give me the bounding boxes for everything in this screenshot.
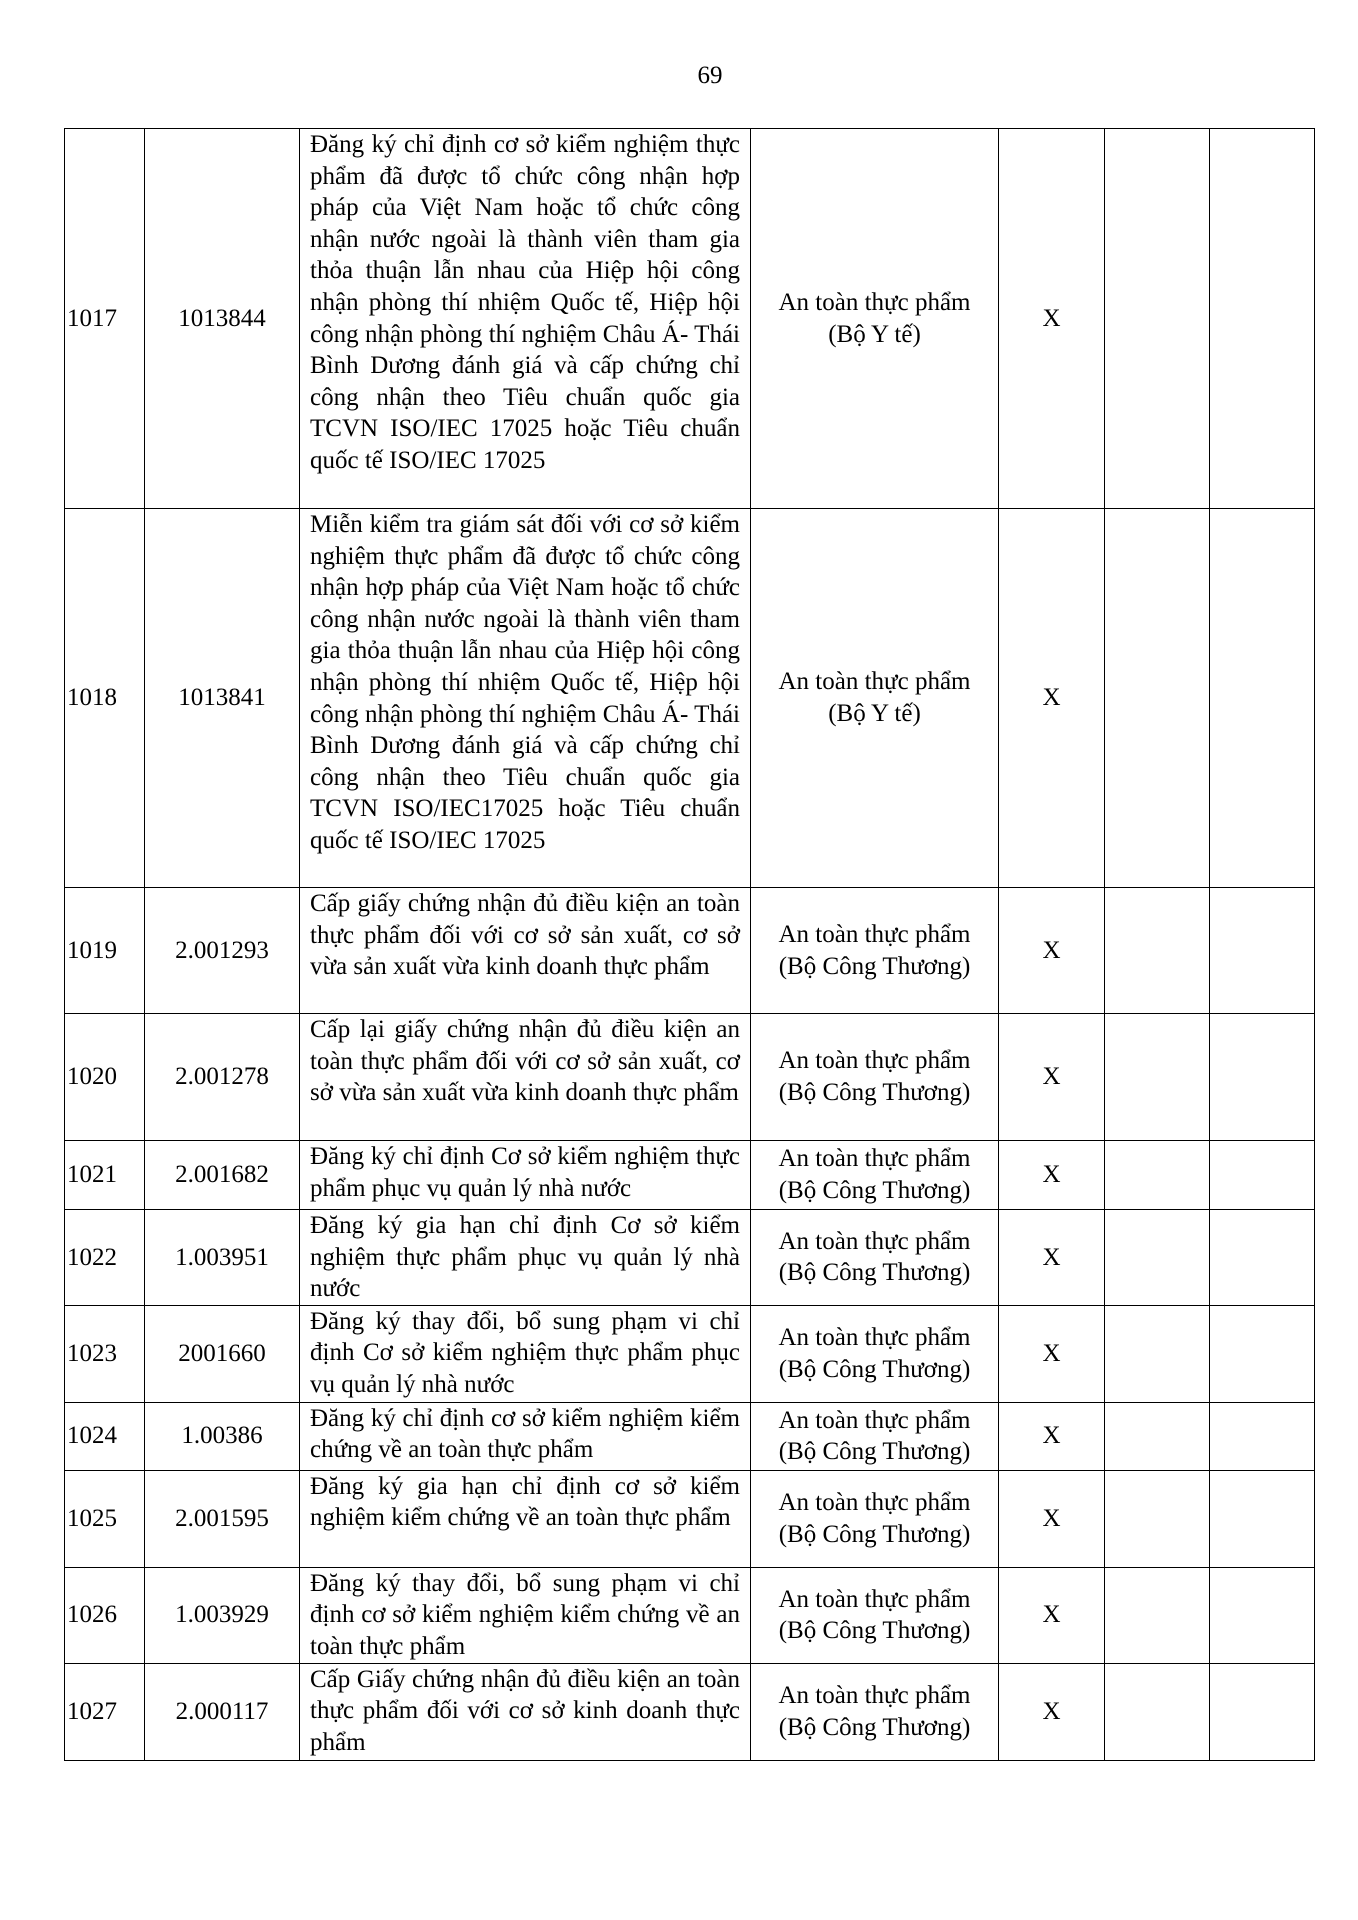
procedure-field <box>751 888 999 1014</box>
field-ministry: (Bộ Công Thương) <box>778 1520 971 1548</box>
empty-cell <box>1105 1305 1210 1402</box>
procedure-code: 2.001595 <box>145 1470 300 1567</box>
procedure-code: 1013841 <box>145 509 300 888</box>
procedure-code: 1013844 <box>145 129 300 509</box>
check-mark: X <box>999 509 1105 888</box>
procedure-code: 2001660 <box>145 1305 300 1402</box>
row-number: 1018 <box>65 509 145 888</box>
procedure-field <box>751 1014 999 1141</box>
procedure-code: 1.003951 <box>145 1210 300 1306</box>
empty-cell <box>1105 1470 1210 1567</box>
row-number: 1019 <box>65 888 145 1014</box>
row-number: 1022 <box>65 1210 145 1306</box>
row-number: 1027 <box>65 1663 145 1760</box>
field-name: An toàn thực phẩm <box>778 1489 971 1517</box>
table-row <box>65 1402 1315 1470</box>
procedure-field <box>751 1470 999 1567</box>
table-row <box>65 1014 1315 1141</box>
table-row <box>65 888 1315 1014</box>
empty-cell <box>1105 1402 1210 1470</box>
check-mark: X <box>999 1014 1105 1141</box>
field-name: An toàn thực phẩm <box>778 1585 971 1613</box>
procedure-code: 2.000117 <box>145 1663 300 1760</box>
row-number: 1026 <box>65 1567 145 1663</box>
procedure-field <box>751 1305 999 1402</box>
table-row <box>65 1567 1315 1663</box>
field-name: An toàn thực phẩm <box>778 668 971 696</box>
procedure-table <box>64 128 1315 1761</box>
procedure-name: Đăng ký thay đổi, bổ sung phạm vi chỉ định cơ sở kiểm nghiệm kiểm chứng về an toàn thực phẩm <box>300 1567 751 1663</box>
empty-cell <box>1105 1141 1210 1210</box>
empty-cell <box>1210 1402 1315 1470</box>
check-mark: X <box>999 888 1105 1014</box>
empty-cell <box>1210 1305 1315 1402</box>
procedure-name: Miễn kiểm tra giám sát đối với cơ sở kiểm nghiệm thực phẩm đã được tổ chức công nhận hợp pháp của Việt Nam hoặc tổ chức công nhận nước ngoài là thành viên tham gia thỏa thuận lẫn nhau của Hiệp hội công nhận phòng thí nhiệm Quốc tế, Hiệp hội công nhận phòng thí nghiệm Châu Á- Thái Bình Dương đánh giá và cấp chứng chỉ công nhận theo Tiêu chuẩn quốc gia TCVN ISO/IEC17025 hoặc Tiêu chuẩn quốc tế ISO/IEC 17025 <box>300 509 751 888</box>
field-name: An toàn thực phẩm <box>778 288 971 316</box>
empty-cell <box>1210 1210 1315 1306</box>
empty-cell <box>1210 129 1315 509</box>
field-name: An toàn thực phẩm <box>778 1047 971 1075</box>
procedure-field <box>751 509 999 888</box>
field-name: An toàn thực phẩm <box>778 1406 971 1434</box>
field-ministry: (Bộ Công Thương) <box>778 1177 971 1204</box>
check-mark: X <box>999 1402 1105 1470</box>
field-name: An toàn thực phẩm <box>778 1227 971 1255</box>
row-number: 1021 <box>65 1141 145 1210</box>
check-mark: X <box>999 1470 1105 1567</box>
procedure-code: 2.001293 <box>145 888 300 1014</box>
table-row <box>65 1141 1315 1210</box>
check-mark: X <box>999 1663 1105 1760</box>
field-ministry: (Bộ Công Thương) <box>778 1355 971 1383</box>
check-mark: X <box>999 1210 1105 1306</box>
procedure-name: Đăng ký gia hạn chỉ định cơ sở kiểm nghiệm kiểm chứng về an toàn thực phẩm <box>300 1470 751 1567</box>
procedure-code: 2.001278 <box>145 1014 300 1141</box>
procedure-name: Cấp lại giấy chứng nhận đủ điều kiện an toàn thực phẩm đối với cơ sở sản xuất, cơ sở vừa sản xuất vừa kinh doanh thực phẩm <box>300 1014 751 1141</box>
empty-cell <box>1210 1141 1315 1210</box>
procedure-name: Cấp giấy chứng nhận đủ điều kiện an toàn thực phẩm đối với cơ sở sản xuất, cơ sở vừa sản xuất vừa kinh doanh thực phẩm <box>300 888 751 1014</box>
procedure-code: 1.00386 <box>145 1402 300 1470</box>
procedure-field <box>751 129 999 509</box>
field-ministry: (Bộ Công Thương) <box>778 1438 971 1466</box>
procedure-code: 2.001682 <box>145 1141 300 1210</box>
field-ministry: (Bộ Công Thương) <box>778 1617 971 1645</box>
procedure-field <box>751 1402 999 1470</box>
row-number: 1023 <box>65 1305 145 1402</box>
procedure-name: Đăng ký chỉ định Cơ sở kiểm nghiệm thực phẩm phục vụ quản lý nhà nước <box>300 1141 751 1210</box>
empty-cell <box>1105 1210 1210 1306</box>
row-number: 1017 <box>65 129 145 509</box>
check-mark: X <box>999 1305 1105 1402</box>
check-mark: X <box>999 1567 1105 1663</box>
page-number: 69 <box>697 62 723 89</box>
table-row <box>65 1210 1315 1306</box>
table-row <box>65 129 1315 509</box>
empty-cell <box>1105 1014 1210 1141</box>
empty-cell <box>1210 509 1315 888</box>
empty-cell <box>1210 888 1315 1014</box>
row-number: 1020 <box>65 1014 145 1141</box>
empty-cell <box>1210 1470 1315 1567</box>
empty-cell <box>1210 1014 1315 1141</box>
field-ministry: (Bộ Công Thương) <box>778 1713 971 1741</box>
field-ministry: (Bộ Y tế) <box>828 700 921 727</box>
row-number: 1024 <box>65 1402 145 1470</box>
procedure-name: Đăng ký thay đổi, bổ sung phạm vi chỉ định Cơ sở kiểm nghiệm thực phẩm phục vụ quản lý nhà nước <box>300 1305 751 1402</box>
table-row <box>65 1470 1315 1567</box>
procedure-name: Đăng ký chỉ định cơ sở kiểm nghiệm kiểm chứng về an toàn thực phẩm <box>300 1402 751 1470</box>
field-name: An toàn thực phẩm <box>778 920 971 948</box>
empty-cell <box>1105 129 1210 509</box>
procedure-field <box>751 1210 999 1306</box>
procedure-name: Đăng ký chỉ định cơ sở kiểm nghiệm thực phẩm đã được tổ chức công nhận hợp pháp của Việt Nam hoặc tổ chức công nhận nước ngoài là thành viên tham gia thỏa thuận lẫn nhau của Hiệp hội công nhận phòng thí nhiệm Quốc tế, Hiệp hội công nhận phòng thí nghiệm Châu Á- Thái Bình Dương đánh giá và cấp chứng chỉ công nhận theo Tiêu chuẩn quốc gia TCVN ISO/IEC 17025 hoặc Tiêu chuẩn quốc tế ISO/IEC 17025 <box>300 129 751 509</box>
row-number: 1025 <box>65 1470 145 1567</box>
empty-cell <box>1210 1663 1315 1760</box>
empty-cell <box>1210 1567 1315 1663</box>
empty-cell <box>1105 509 1210 888</box>
empty-cell <box>1105 1663 1210 1760</box>
procedure-field <box>751 1567 999 1663</box>
field-name: An toàn thực phẩm <box>778 1145 971 1173</box>
field-ministry: (Bộ Y tế) <box>828 320 921 348</box>
table-row <box>65 1663 1315 1760</box>
procedure-field <box>751 1141 999 1210</box>
field-ministry: (Bộ Công Thương) <box>778 1079 971 1106</box>
table-row <box>65 1305 1315 1402</box>
procedure-name: Đăng ký gia hạn chỉ định Cơ sở kiểm nghiệm thực phẩm phục vụ quản lý nhà nước <box>300 1210 751 1306</box>
field-ministry: (Bộ Công Thương) <box>778 952 971 980</box>
table-row <box>65 509 1315 888</box>
procedure-field <box>751 1663 999 1760</box>
empty-cell <box>1105 1567 1210 1663</box>
field-name: An toàn thực phẩm <box>778 1324 971 1352</box>
procedure-name: Cấp Giấy chứng nhận đủ điều kiện an toàn thực phẩm đối với cơ sở kinh doanh thực phẩm <box>300 1663 751 1760</box>
check-mark: X <box>999 129 1105 509</box>
field-ministry: (Bộ Công Thương) <box>778 1259 971 1287</box>
field-name: An toàn thực phẩm <box>778 1681 971 1709</box>
procedure-code: 1.003929 <box>145 1567 300 1663</box>
check-mark: X <box>999 1141 1105 1210</box>
empty-cell <box>1105 888 1210 1014</box>
